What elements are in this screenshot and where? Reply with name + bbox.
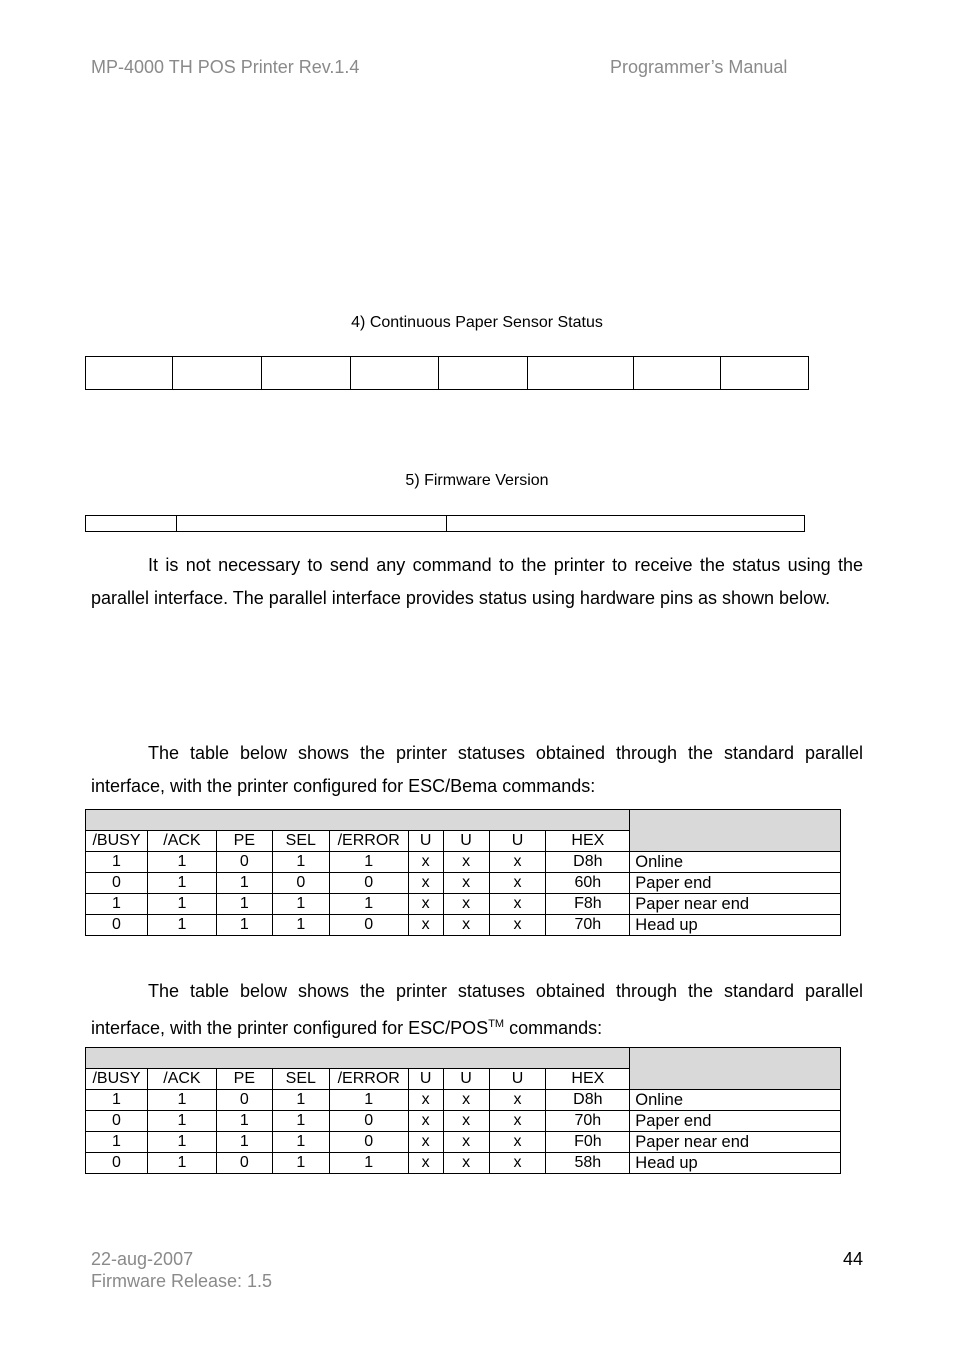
table-cell: x [489,873,546,894]
table-cell: 0 [86,873,148,894]
table-cell: 0 [216,1090,272,1111]
column-header: /ACK [147,1069,216,1090]
table-cell: 1 [329,1153,408,1174]
table-row [86,873,841,894]
table-header-band [86,810,841,831]
table-cell: 0 [329,1132,408,1153]
table-cell: 1 [216,873,272,894]
table-cell: 0 [86,1153,148,1174]
footer-firmware: Firmware Release: 1.5 [91,1271,273,1291]
column-header: SEL [272,831,329,852]
column-header: U [489,831,546,852]
table-cell: x [408,873,443,894]
table-cell: 1 [86,1090,148,1111]
table-row [86,852,841,873]
table-cell: 1 [147,1111,216,1132]
bema-paragraph [91,737,863,803]
table-row [86,894,841,915]
column-header: /ACK [147,831,216,852]
table-cell-status: Online [630,1090,841,1111]
table-cell: x [408,1153,443,1174]
table-cell: x [408,852,443,873]
table-cell: 1 [272,1153,329,1174]
table-cell: 70h [546,1111,630,1132]
table-cell-status: Head up [630,915,841,936]
table-cell: x [408,1132,443,1153]
column-header: /ERROR [329,831,408,852]
bema-status-table [85,809,841,936]
table-cell: 58h [546,1153,630,1174]
table-cell: 1 [147,852,216,873]
table-cell: x [489,1153,546,1174]
table-cell: 1 [147,873,216,894]
table-cell: x [489,1111,546,1132]
table-cell: D8h [546,852,630,873]
table-cell: 1 [216,1111,272,1132]
table-cell: F0h [546,1132,630,1153]
table-cell: x [443,1153,489,1174]
column-header: U [443,831,489,852]
table-cell: 1 [147,1153,216,1174]
section5-caption: 5) Firmware Version [405,472,549,489]
table-cell: x [443,1090,489,1111]
table-cell: 1 [272,852,329,873]
table-cell: x [443,1111,489,1132]
table-cell: 1 [86,1132,148,1153]
table-row [86,1132,841,1153]
bema-intro: The table below shows the printer statuses obtained through the standard parallel interface, with the printer configured for ESC/Bema commands: [91,743,863,796]
column-header: /BUSY [86,831,148,852]
column-header: /ERROR [329,1069,408,1090]
section5-empty-table [85,515,805,532]
footer-date: 22-aug-2007 [91,1249,194,1269]
table-cell: 0 [272,873,329,894]
trademark-mark: TM [488,1018,505,1030]
section4-empty-table [85,356,809,390]
table-cell: 1 [147,1132,216,1153]
table-cell: x [489,1132,546,1153]
table-cell: 1 [216,915,272,936]
table-cell: 1 [272,1132,329,1153]
table-cell-status: Paper near end [630,894,841,915]
table-cell: 1 [329,852,408,873]
table-cell: 1 [272,915,329,936]
table-cell: 1 [329,1090,408,1111]
column-header: U [408,831,443,852]
table-cell: x [408,1111,443,1132]
table-cell: 0 [216,852,272,873]
table-cell: 1 [147,1090,216,1111]
table-cell: 1 [216,894,272,915]
table-cell: x [489,852,546,873]
intro-paragraph [91,549,863,615]
table-cell: x [489,894,546,915]
table-cell: F8h [546,894,630,915]
table-cell: 60h [546,873,630,894]
column-header: PE [216,1069,272,1090]
column-header: PE [216,831,272,852]
table-cell: x [408,894,443,915]
table-cell: x [443,873,489,894]
table-cell: 1 [86,852,148,873]
column-header: /BUSY [86,1069,148,1090]
table-cell: 0 [86,1111,148,1132]
section4-caption: 4) Continuous Paper Sensor Status [351,314,603,331]
table-cell: 0 [329,915,408,936]
table-header-band [86,1048,841,1069]
table-cell: 0 [86,915,148,936]
column-header: U [408,1069,443,1090]
column-header: U [443,1069,489,1090]
table-cell-status: Online [630,852,841,873]
table-cell: D8h [546,1090,630,1111]
table-cell: 1 [272,1111,329,1132]
table-cell: x [443,915,489,936]
table-cell: 1 [216,1132,272,1153]
header-manual: Programmer’s Manual [610,57,788,77]
escpos-paragraph [91,975,863,1045]
table-cell: 1 [272,894,329,915]
table-cell-status: Paper near end [630,1132,841,1153]
table-cell-status: Head up [630,1153,841,1174]
column-header: U [489,1069,546,1090]
table-row [86,1153,841,1174]
table-cell: 0 [329,873,408,894]
table-cell: 1 [272,1090,329,1111]
table-cell: 1 [329,894,408,915]
table-cell: 70h [546,915,630,936]
column-header: SEL [272,1069,329,1090]
table-cell: x [408,1090,443,1111]
escpos-intro: The table below shows the printer statuses obtained through the standard parallel interface, with the printer configured for ESC/POS [91,981,863,1038]
table-cell-status: Paper end [630,1111,841,1132]
table-cell: 1 [147,894,216,915]
column-header: HEX [546,1069,630,1090]
table-cell: x [443,1132,489,1153]
table-row [86,1090,841,1111]
table-cell-status: Paper end [630,873,841,894]
escpos-intro-end: commands: [504,1018,603,1038]
table-cell: x [489,915,546,936]
table-cell: x [489,1090,546,1111]
intro-text: It is not necessary to send any command to the printer to receive the status using the parallel interface. The parallel interface provides status using hardware pins as shown below. [91,555,863,608]
table-cell: x [443,894,489,915]
table-cell: 1 [147,915,216,936]
table-row [86,915,841,936]
header-title: MP-4000 TH POS Printer Rev.1.4 [91,57,360,77]
table-cell: 0 [329,1111,408,1132]
escpos-status-table [85,1047,841,1174]
table-cell: 1 [86,894,148,915]
table-cell: x [408,915,443,936]
table-row [86,1111,841,1132]
column-header: HEX [546,831,630,852]
table-cell: x [443,852,489,873]
page-number: 44 [842,1249,863,1269]
table-cell: 0 [216,1153,272,1174]
